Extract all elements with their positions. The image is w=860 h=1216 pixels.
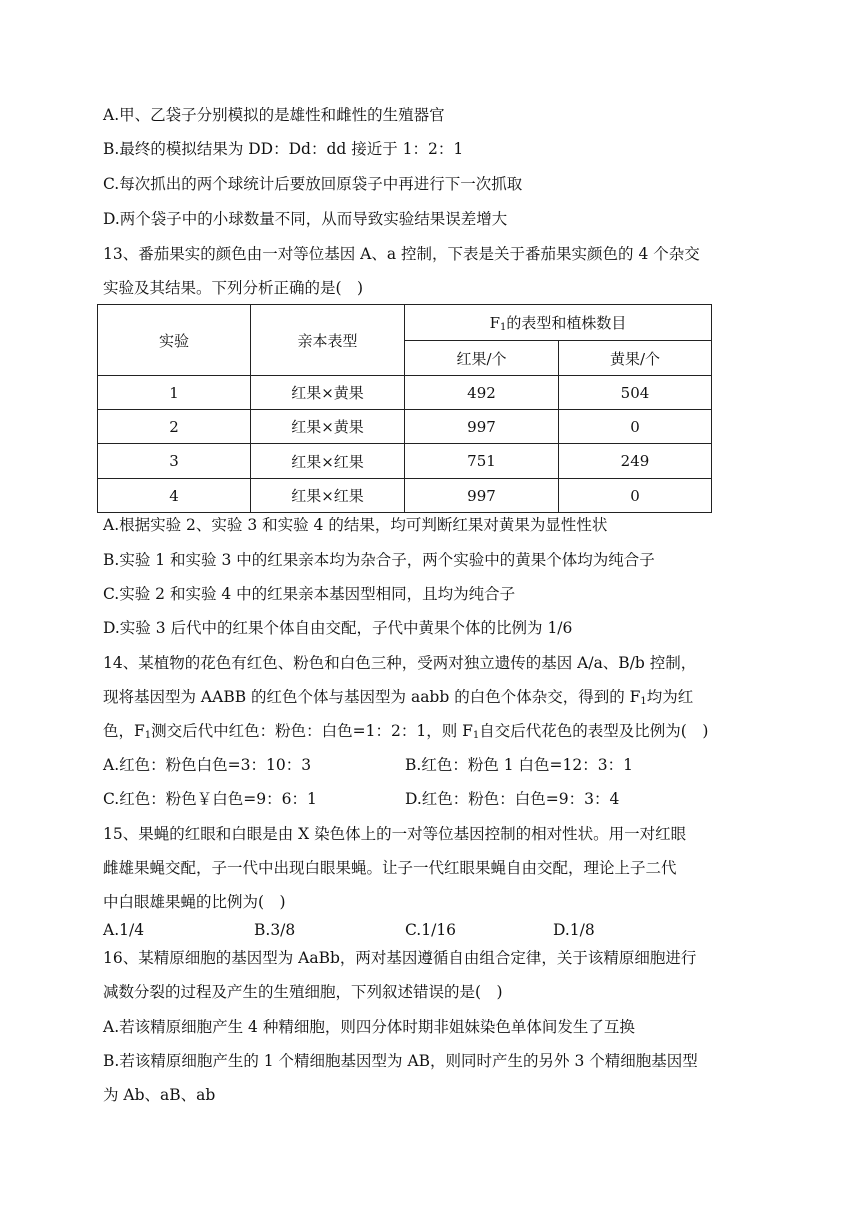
q14-option-c: C.红色：粉色￥白色=9：6：1 [103, 790, 317, 808]
q16-stem-line1: 16、某精原细胞的基因型为 AaBb，两对基因遵循自由组合定律，关于该精原细胞进行 [103, 949, 697, 967]
table-row [98, 410, 712, 444]
q15-stem-line2: 雌雄果蝇交配，子一代中出现白眼果蝇。让子一代红眼果蝇自由交配，理论上子二代 [103, 859, 677, 877]
q14-options-row1 [103, 754, 763, 776]
q16-option-b-line1: B.若该精原细胞产生的 1 个精细胞基因型为 AB，则同时产生的另外 3 个精细胞基因型 [103, 1052, 698, 1070]
cell-red: 997 [405, 410, 559, 444]
q14-stem-line3: 色，$F_1$测交后代中红色：粉色：白色=1：2：1，则 $F_1$自交后代花色的表型及比例为( ) [103, 722, 709, 741]
q15-option-d: D.1/8 [553, 921, 595, 939]
q12-option-d: D.两个袋子中的小球数量不同，从而导致实验结果误差增大 [103, 210, 508, 228]
q15-option-c: C.1/16 [405, 921, 457, 939]
q15-stem-line1: 15、果蝇的红眼和白眼是由 X 染色体上的一对等位基因控制的相对性状。用一对红眼 [103, 825, 687, 843]
header-parents: 亲本表型 [251, 305, 405, 376]
q13-experiment-table [97, 304, 712, 513]
cell-yellow: 0 [559, 410, 712, 444]
cell-exp: 2 [98, 410, 251, 444]
q15-options-row [103, 919, 763, 941]
cell-red: 492 [405, 376, 559, 410]
q12-option-b: B.最终的模拟结果为 DD：Dd：dd 接近于 1：2：1 [103, 140, 464, 158]
cell-parents: 红果×黄果 [251, 410, 405, 444]
q15-option-a: A.1/4 [103, 921, 145, 939]
q13-option-a: A.根据实验 2、实验 3 和实验 4 的结果，均可判断红果对黄果为显性性状 [103, 516, 608, 534]
q14-stem-line2: 现将基因型为 AABB 的红色个体与基因型为 aabb 的白色个体杂交，得到的 $F_1$均为红 [103, 688, 694, 707]
q16-stem-line2: 减数分裂的过程及产生的生殖细胞，下列叙述错误的是( ) [103, 983, 503, 1001]
q14-options-row2 [103, 788, 763, 810]
cell-exp: 3 [98, 444, 251, 479]
q16-option-b-line2: 为 Ab、aB、ab [103, 1086, 216, 1104]
cell-exp: 1 [98, 376, 251, 410]
q13-stem-line2: 实验及其结果。下列分析正确的是( ) [103, 279, 364, 297]
table-row [98, 479, 712, 513]
table-row [98, 376, 712, 410]
q15-option-b: B.3/8 [254, 921, 296, 939]
q13-option-c: C.实验 2 和实验 4 中的红果亲本基因型相同，且均为纯合子 [103, 585, 516, 603]
q13-option-d: D.实验 3 后代中的红果个体自由交配，子代中黄果个体的比例为 1/6 [103, 619, 573, 637]
q13-stem-line1: 13、番茄果实的颜色由一对等位基因 A、a 控制，下表是关于番茄果实颜色的 4 个杂交 [103, 245, 700, 263]
q14-stem-line1: 14、某植物的花色有红色、粉色和白色三种，受两对独立遗传的基因 A/a、B/b 控制， [103, 654, 697, 672]
q12-option-c: C.每次抓出的两个球统计后要放回原袋子中再进行下一次抓取 [103, 175, 523, 193]
cell-parents: 红果×红果 [251, 479, 405, 513]
cell-parents: 红果×黄果 [251, 376, 405, 410]
q14-option-d: D.红色：粉色：白色=9：3：4 [405, 790, 620, 808]
cell-yellow: 0 [559, 479, 712, 513]
q16-option-a: A.若该精原细胞产生 4 种精细胞，则四分体时期非姐妹染色单体间发生了互换 [103, 1018, 635, 1036]
cell-yellow: 504 [559, 376, 712, 410]
cell-red: 751 [405, 444, 559, 479]
cell-exp: 4 [98, 479, 251, 513]
table-row [98, 444, 712, 479]
q14-option-a: A.红色：粉色白色=3：10：3 [103, 756, 312, 774]
q12-option-a: A.甲、乙袋子分别模拟的是雄性和雌性的生殖器官 [103, 106, 445, 124]
cell-red: 997 [405, 479, 559, 513]
cell-yellow: 249 [559, 444, 712, 479]
q15-stem-line3: 中白眼雄果蝇的比例为( ) [103, 893, 286, 911]
header-experiment: 实验 [98, 305, 251, 376]
q13-option-b: B.实验 1 和实验 3 中的红果亲本均为杂合子，两个实验中的黄果个体均为纯合子 [103, 551, 655, 569]
header-yellow: 黄果/个 [559, 341, 712, 376]
q14-option-b: B.红色：粉色 1 白色=12：3：1 [405, 756, 633, 774]
header-red: 红果/个 [405, 341, 559, 376]
cell-parents: 红果×红果 [251, 444, 405, 479]
header-f1: $F_1$的表型和植株数目 [405, 305, 712, 341]
